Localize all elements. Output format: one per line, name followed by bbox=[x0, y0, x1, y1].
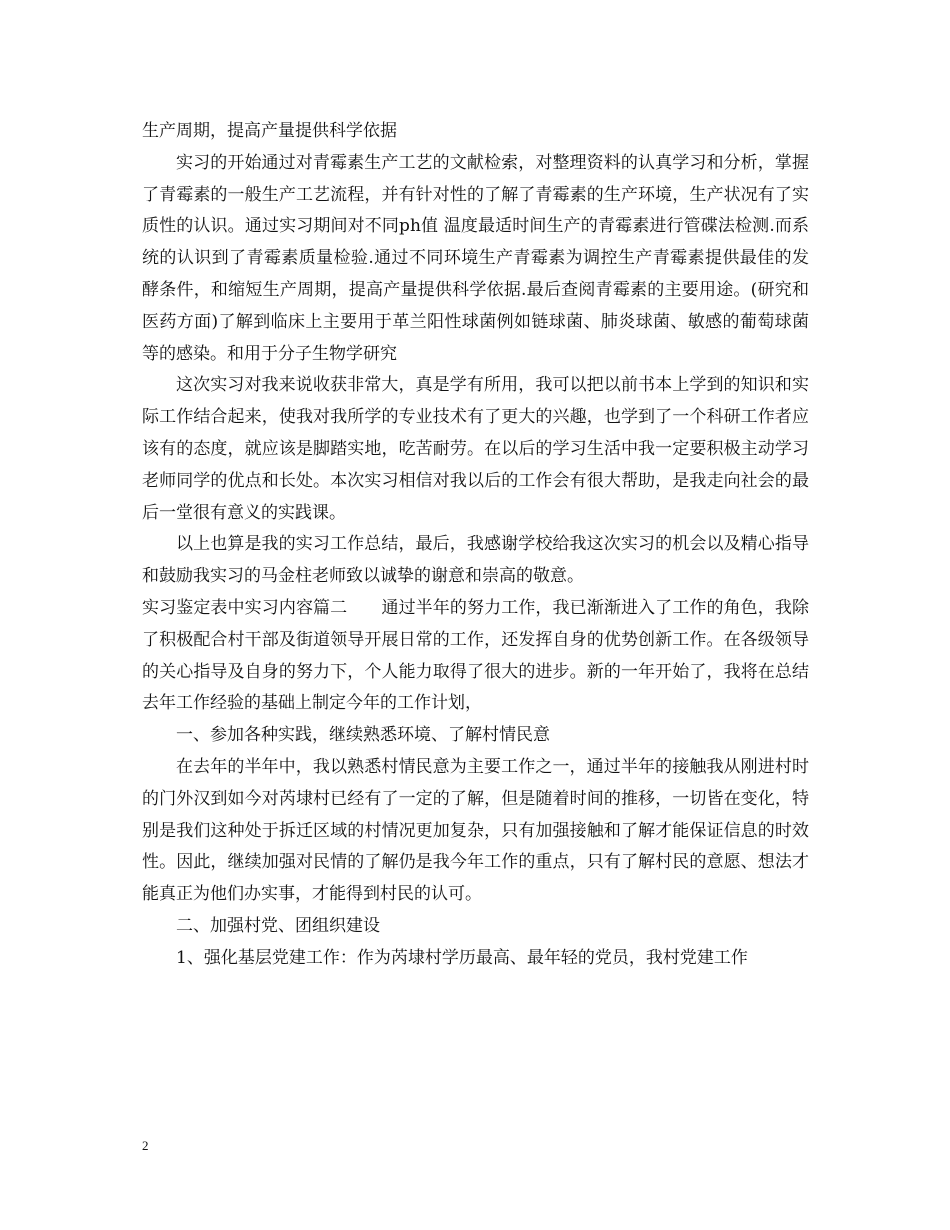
section-heading-2: 二、加强村党、团组织建设 bbox=[176, 915, 380, 936]
paragraph-7: 1、强化基层党建工作：作为芮埭村学历最高、最年轻的党员，我村党建工作 bbox=[176, 947, 748, 968]
paragraph-5: 实习鉴定表中实习内容篇二 通过半年的努力工作，我已渐渐进入了工作的角色，我除了积极配合村干部及街道领导开展日常的工作，还发挥自身的优势创新工作。在各级领导的关心指导及自身的努力下，个人能力取得了很大的进步。新的一年开始了，我将在总结去年工作经验的基础上制定今年的工作计划， bbox=[142, 597, 809, 714]
paragraph-1: 生产周期，提高产量提供科学依据 bbox=[142, 121, 397, 141]
page-number: 2 bbox=[142, 1138, 149, 1153]
document-page bbox=[142, 116, 809, 975]
paragraph-4: 以上也算是我的实习工作总结，最后，我感谢学校给我这次实习的机会以及精心指导和鼓励我实习的马金柱老师致以诚挚的谢意和崇高的敬意。 bbox=[142, 534, 809, 587]
paragraph-2: 实习的开始通过对青霉素生产工艺的文献检索，对整理资料的认真学习和分析，掌握了青霉素的一般生产工艺流程，并有针对性的了解了青霉素的生产环境，生产状况有了实质性的认识。通过实习期间对不同ph值 温度最适时间生产的青霉素进行管碟法检测.而系统的认识到了青霉素质量检验.通过不同环境生产青霉素为调控生产青霉素提供最佳的发酵条件，和缩短生产周期，提高产量提供科学依据.最后查阅青霉素的主要用途。(研究和医药方面)了解到临床上主要用于革兰阳性球菌例如链球菌、肺炎球菌、敏感的葡萄球菌等的感染。和用于分子生物学研究 bbox=[142, 152, 809, 364]
paragraph-6: 在去年的半年中，我以熟悉村情民意为主要工作之一，通过半年的接触我从刚进村时的门外汉到如今对芮埭村已经有了一定的了解，但是随着时间的推移，一切皆在变化，特别是我们这种处于拆迁区域的村情况更加复杂，只有加强接触和了解才能保证信息的时效性。因此，继续加强对民情的了解仍是我今年工作的重点，只有了解村民的意愿、想法才能真正为他们办实事，才能得到村民的认可。 bbox=[142, 756, 809, 905]
section-heading-1: 一、参加各种实践，继续熟悉环境、了解村情民意 bbox=[176, 725, 550, 746]
paragraph-3: 这次实习对我来说收获非常大，真是学有所用，我可以把以前书本上学到的知识和实际工作结合起来，使我对我所学的专业技术有了更大的兴趣，也学到了一个科研工作者应该有的态度，就应该是脚踏实地，吃苦耐劳。在以后的学习生活中我一定要积极主动学习老师同学的优点和长处。本次实习相信对我以后的工作会有很大帮助，是我走向社会的最后一堂很有意义的实践课。 bbox=[142, 375, 809, 523]
